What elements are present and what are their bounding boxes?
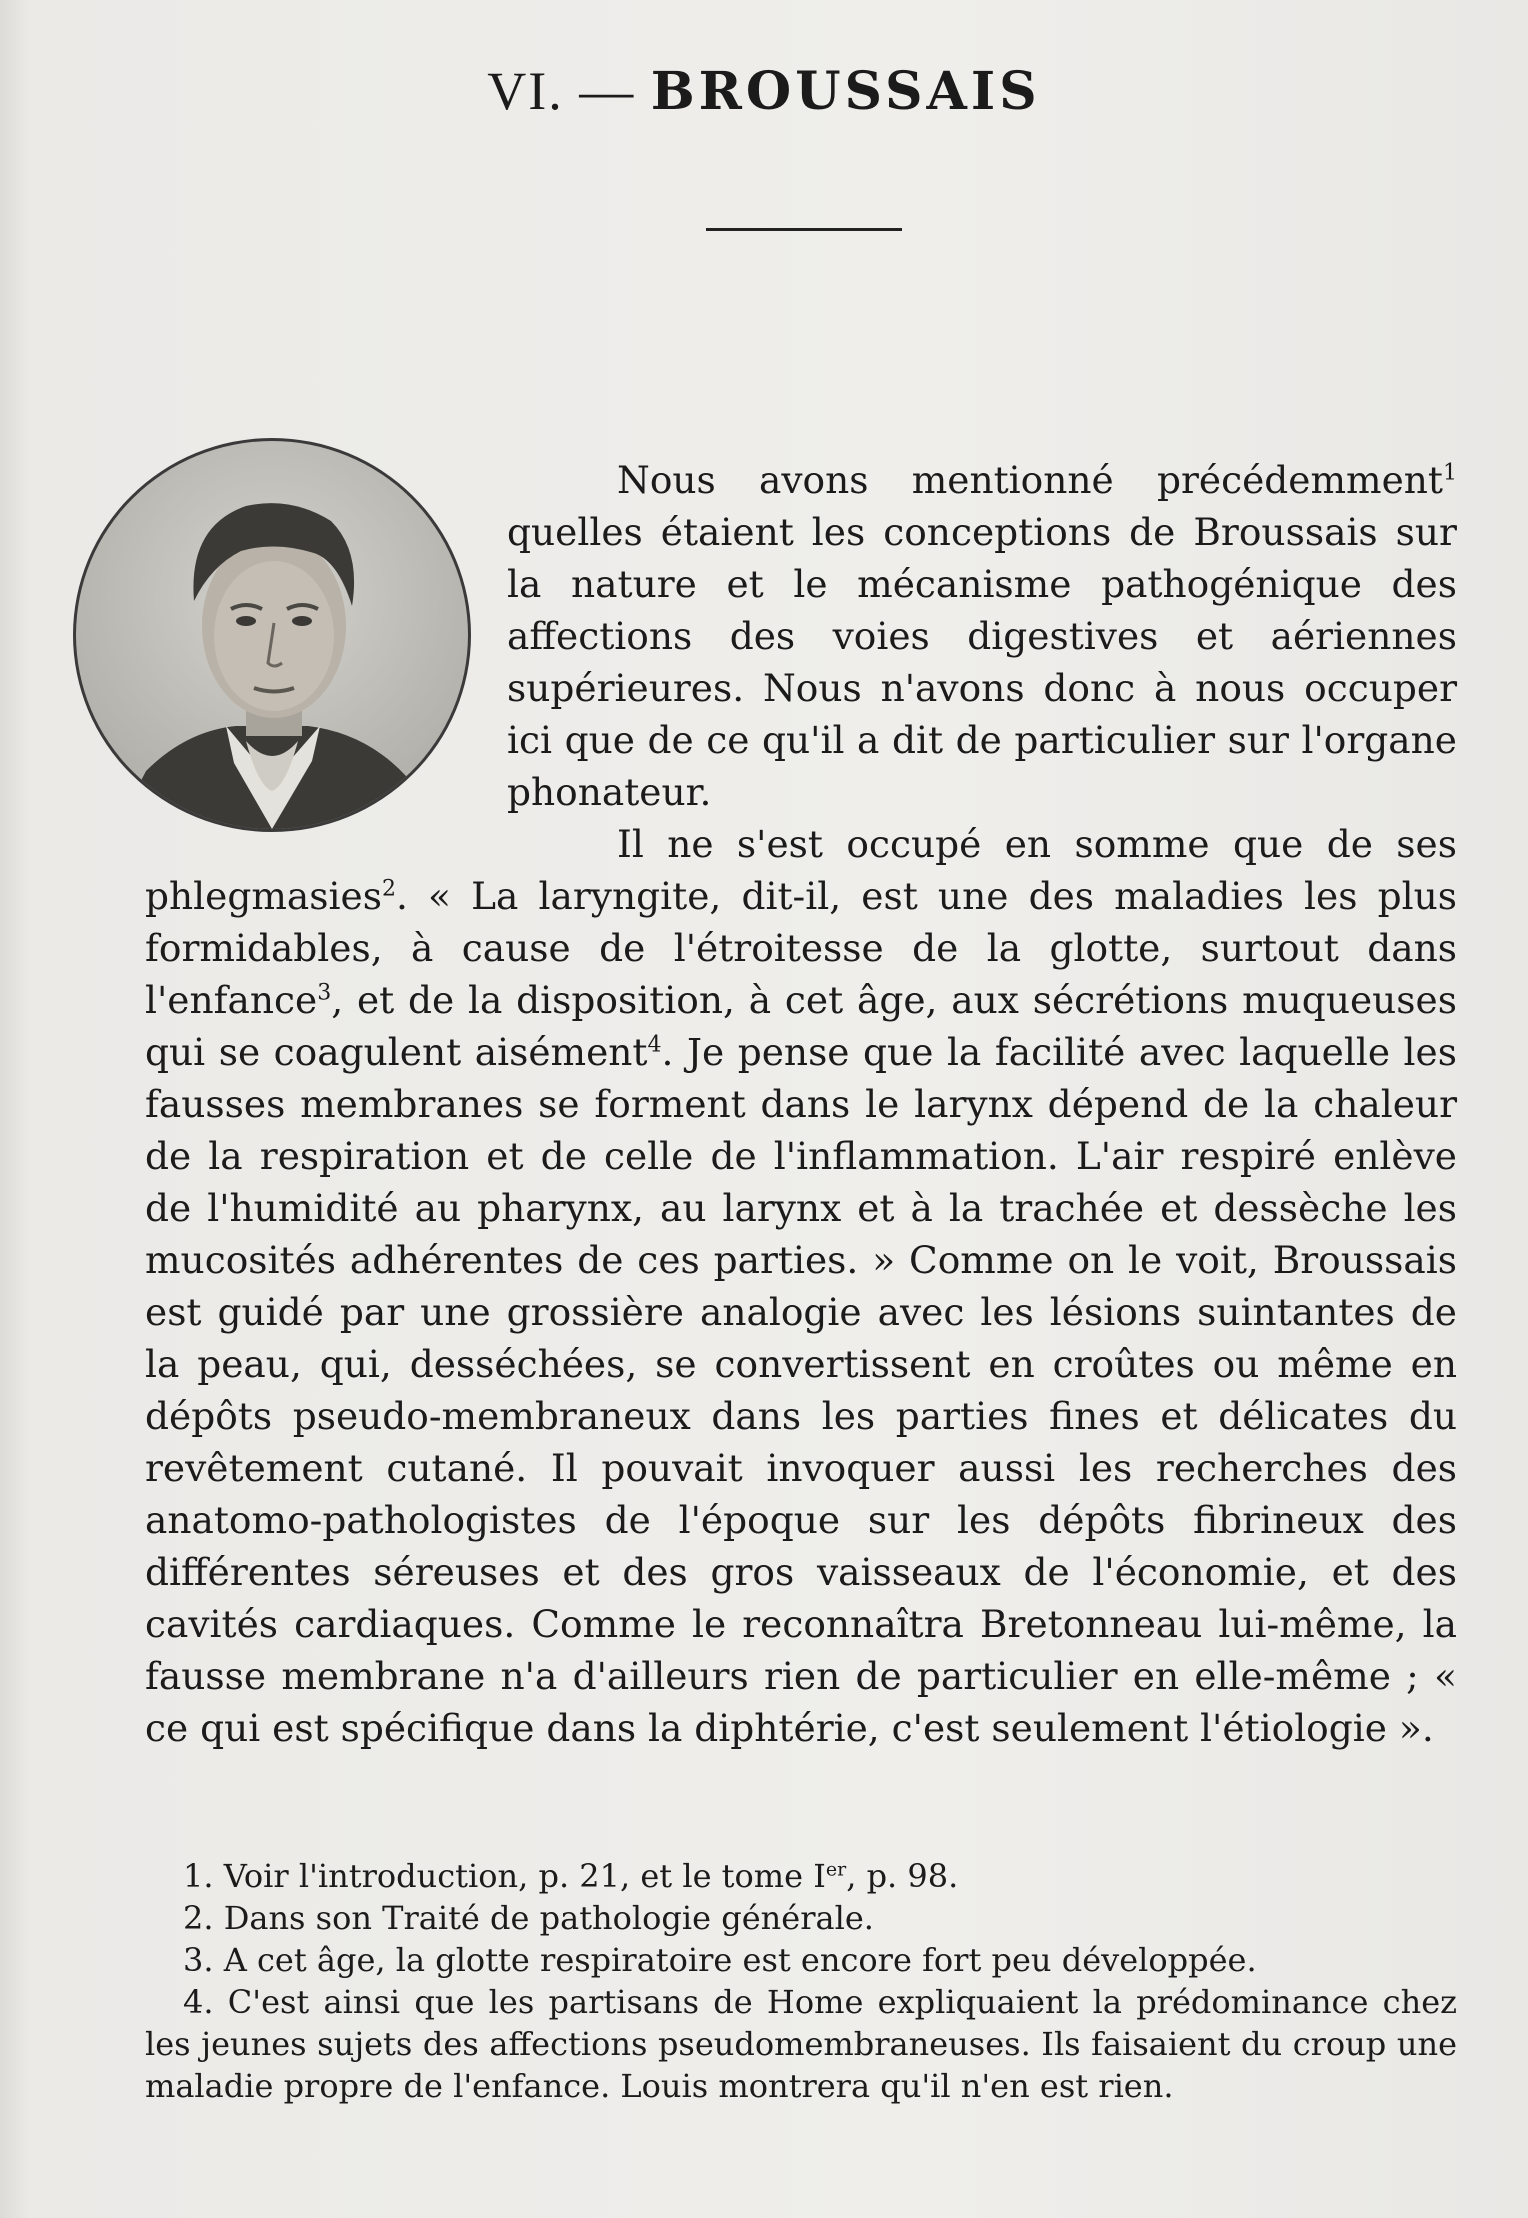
paragraph-2-text-a: Il ne s'est occupé en somme que de ses phlegmasies	[145, 822, 1457, 918]
footnote-text: Voir l'introduction, p. 21, et le tome I	[213, 1857, 826, 1895]
paragraph-2-text-c: , et de la disposition, à cet âge, aux sécrétions muqueuses qui se coagulent aisément	[145, 978, 1457, 1074]
footnote-ref-3: 3	[317, 980, 332, 1006]
footnote-4	[145, 1981, 1457, 2107]
footnote-text-end: , p. 98.	[846, 1857, 959, 1895]
chapter-dash: —	[579, 61, 636, 121]
footnote-1	[145, 1855, 1457, 1897]
footnote-text: C'est ainsi que les partisans de Home expliquaient la prédominance chez les jeunes sujets des affections pseudomembraneuses. Ils faisaient du croup une maladie propre de l'enfance. Louis montrera qu'il n'en est rien.	[145, 1983, 1457, 2105]
chapter-name: BROUSSAIS	[650, 61, 1041, 122]
footnote-number: 3.	[183, 1941, 214, 1979]
chapter-heading	[0, 60, 1528, 122]
portrait-wrap-space	[145, 454, 507, 836]
footnote-ref-1: 1	[1443, 460, 1457, 486]
footnote-superscript: er	[825, 1858, 847, 1881]
body-text	[145, 454, 1457, 1754]
footnote-number: 1.	[183, 1857, 214, 1895]
footnote-2	[145, 1897, 1457, 1939]
paragraph-1-text-a: Nous avons mentionné précédemment	[617, 458, 1443, 502]
footnote-ref-2: 2	[381, 876, 396, 902]
footnote-3	[145, 1939, 1457, 1981]
footnote-text: Dans son Traité de pathologie générale.	[213, 1899, 874, 1937]
footnotes	[145, 1855, 1457, 2107]
paragraph-2-text-b: . « La laryngite, dit-il, est une des maladies les plus formidables, à cause de l'étroitesse de la glotte, surtout dans l'enfance	[145, 874, 1457, 1022]
footnote-number: 2.	[183, 1899, 214, 1937]
paragraph-1-text-b: quelles étaient les conceptions de Broussais sur la nature et le mécanisme pathogénique des affections des voies digestives et aériennes supérieures. Nous n'avons donc à nous occuper ici que de ce qu'il a dit de particulier sur l'organe phonateur.	[507, 510, 1457, 814]
footnote-text: A cet âge, la glotte respiratoire est encore fort peu développée.	[213, 1941, 1257, 1979]
footnote-ref-4: 4	[647, 1032, 662, 1058]
title-rule	[706, 228, 902, 231]
footnote-number: 4.	[183, 1983, 214, 2021]
paragraph-2	[145, 818, 1457, 1754]
paragraph-2-text-d: . Je pense que la facilité avec laquelle les fausses membranes se forment dans le larynx dépend de la chaleur de la respiration et de celle de l'inflammation. L'air respiré enlève de l'humidité au pharynx, au larynx et à la trachée et dessèche les mucosités adhérentes de ces parties. » Comme on le voit, Broussais est guidé par une grossière analogie avec les lésions suintantes de la peau, qui, desséchées, se convertissent en croûtes ou même en dépôts pseudo-membraneux dans les parties fines et délicates du revêtement cutané. Il pouvait invoquer aussi les recherches des anatomo-pathologistes de l'époque sur les dépôts fibrineux des différentes séreuses et des gros vaisseaux de l'économie, et des cavités cardiaques. Comme le reconnaîtra Bretonneau lui-même, la fausse membrane n'a d'ailleurs rien de particulier en elle-même ; « ce qui est spécifique dans la diphtérie, c'est seulement l'étiologie ».	[145, 1030, 1457, 1750]
chapter-number: VI.	[487, 61, 564, 121]
